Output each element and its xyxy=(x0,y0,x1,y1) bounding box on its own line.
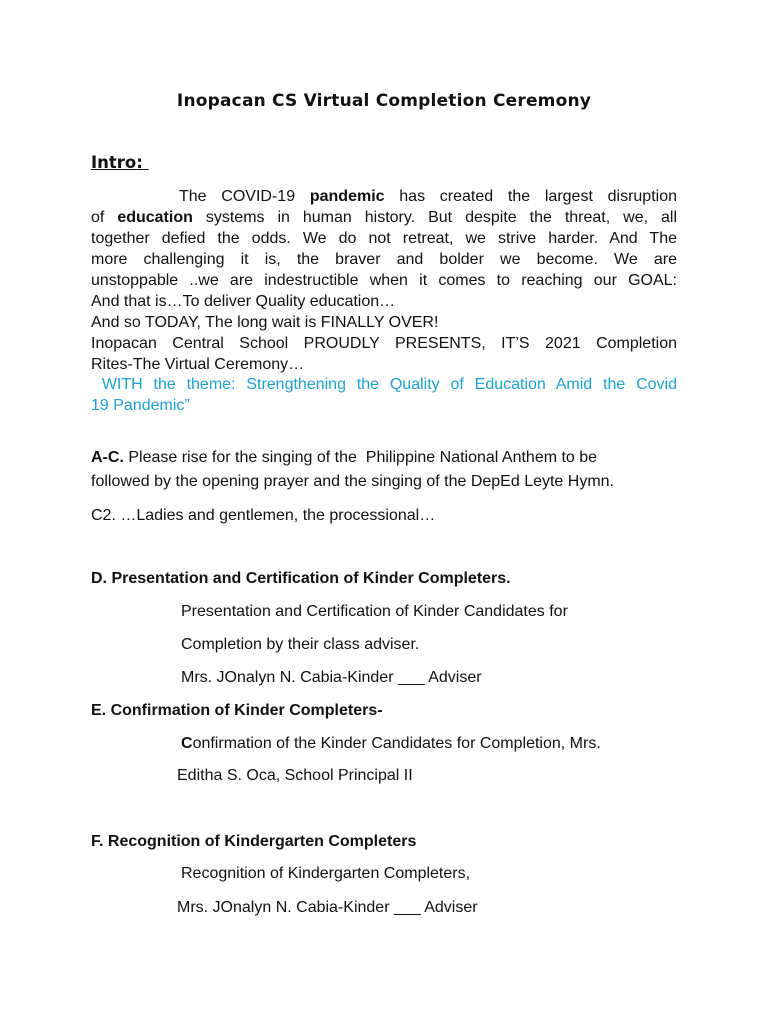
theme-line-1: WITH the theme: Strengthening the Quality of Education Amid the Covid xyxy=(91,376,677,393)
para-line-3: together defied the odds. We do not retreat, we strive harder. And The xyxy=(91,230,677,247)
intro-colon: : xyxy=(136,153,143,172)
para-line-5: unstoppable ..we are indestructible when it comes to reaching our GOAL: xyxy=(91,272,677,289)
theme-statement xyxy=(91,374,677,416)
section-e-line-1: Confirmation of the Kinder Candidates for Completion, Mrs. xyxy=(181,735,601,752)
para-line-8: Inopacan Central School PROUDLY PRESENTS, IT’S 2021 Completion xyxy=(91,335,677,352)
section-e-line-2: Editha S. Oca, School Principal II xyxy=(177,767,413,784)
para-line-9: Rites-The Virtual Ceremony… xyxy=(91,356,305,373)
section-f-line-1: Recognition of Kindergarten Completers, xyxy=(181,865,471,882)
para-line-7: And so TODAY, The long wait is FINALLY OVER! xyxy=(91,314,439,331)
ac-line-1: A-C. Please rise for the singing of the Philippine National Anthem to be xyxy=(91,449,598,466)
section-d-heading: D. Presentation and Certification of Kinder Completers. xyxy=(91,570,511,587)
page-title: Inopacan CS Virtual Completion Ceremony xyxy=(176,91,592,111)
section-f-heading: F. Recognition of Kindergarten Completers xyxy=(91,833,417,850)
intro-heading xyxy=(91,153,149,172)
para-line-4: more challenging it is, the braver and bolder we become. We are xyxy=(91,251,677,268)
section-e-heading: E. Confirmation of Kinder Completers- xyxy=(91,702,383,719)
section-d-line-2: Completion by their class adviser. xyxy=(181,636,420,653)
intro-label: Intro xyxy=(91,153,137,172)
intro-paragraph xyxy=(91,186,677,375)
theme-line-2: 19 Pandemic” xyxy=(91,397,190,414)
section-f-adviser: Mrs. JOnalyn N. Cabia-Kinder ___ Adviser xyxy=(177,899,478,916)
ac-label: A-C. xyxy=(91,449,124,466)
section-d-adviser: Mrs. JOnalyn N. Cabia-Kinder ___ Adviser xyxy=(181,669,482,686)
ac-line-2: followed by the opening prayer and the singing of the DepEd Leyte Hymn. xyxy=(91,473,614,490)
para-line-6: And that is…To deliver Quality education… xyxy=(91,293,396,310)
c2-line: C2. …Ladies and gentlemen, the processional… xyxy=(91,507,436,524)
para-line-1: The COVID-19 pandemic has created the largest disruption xyxy=(179,188,677,205)
para-line-2: of education systems in human history. But despite the threat, we, all xyxy=(91,209,678,226)
section-d-line-1: Presentation and Certification of Kinder Candidates for xyxy=(181,603,568,620)
